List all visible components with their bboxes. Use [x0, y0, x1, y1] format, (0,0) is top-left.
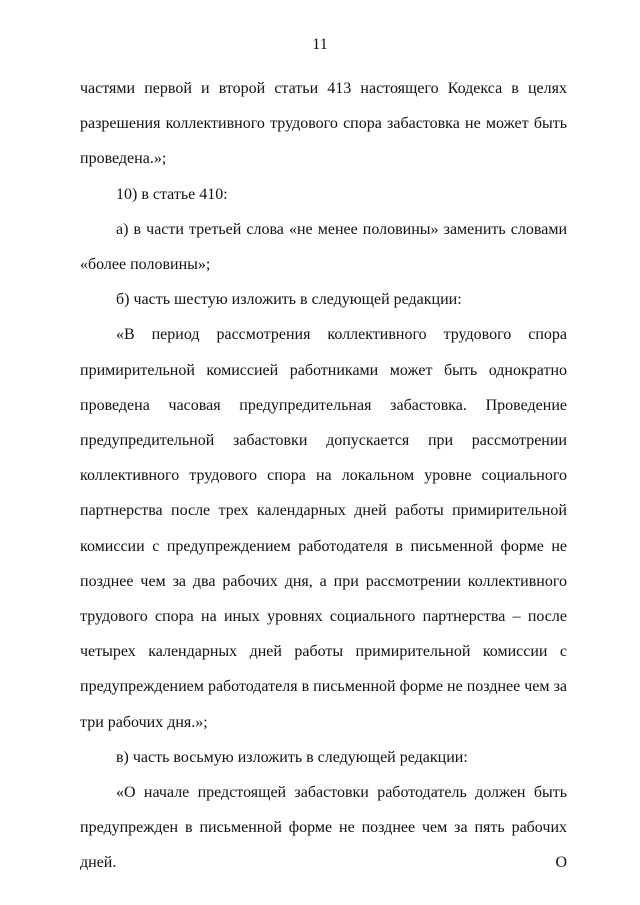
- paragraph-quoted-part-six: «В период рассмотрения коллективного трудового спора примирительной комиссией работниками может быть однократно проведена часовая предупредительная забастовка. Проведение предупредительной забастовки допускается при рассмотрении коллективного трудового спора на локальном уровне социального партнерства после трех календарных дней работы примирительной комиссии с предупреждением работодателя в письменной форме не позднее чем за два рабочих дня, а при рассмотрении коллективного трудового спора на иных уровнях социального партнерства – после четырех календарных дней работы примирительной комиссии с предупреждением работодателя в письменной форме не позднее чем за три рабочих дня.»;: [80, 326, 567, 731]
- paragraph-continuation: частями первой и второй статьи 413 настоящего Кодекса в целях разрешения коллективного трудового спора забастовка не может быть проведена.»;: [80, 80, 567, 168]
- paragraph-quoted-part-eight: «О начале предстоящей забастовки работодатель должен быть предупрежден в письменной форме не позднее чем за пять рабочих дней. О: [80, 784, 567, 872]
- paragraph-subitem-b: б) часть шестую изложить в следующей редакции:: [116, 291, 462, 309]
- paragraph-subitem-a: а) в части третьей слова «не менее половины» заменить словами «более половины»;: [80, 220, 567, 274]
- document-body: [80, 71, 567, 881]
- page-number: 11: [312, 36, 328, 53]
- paragraph-item-10: 10) в статье 410:: [116, 185, 228, 203]
- paragraph-subitem-v: в) часть восьмую изложить в следующей редакции:: [116, 748, 468, 766]
